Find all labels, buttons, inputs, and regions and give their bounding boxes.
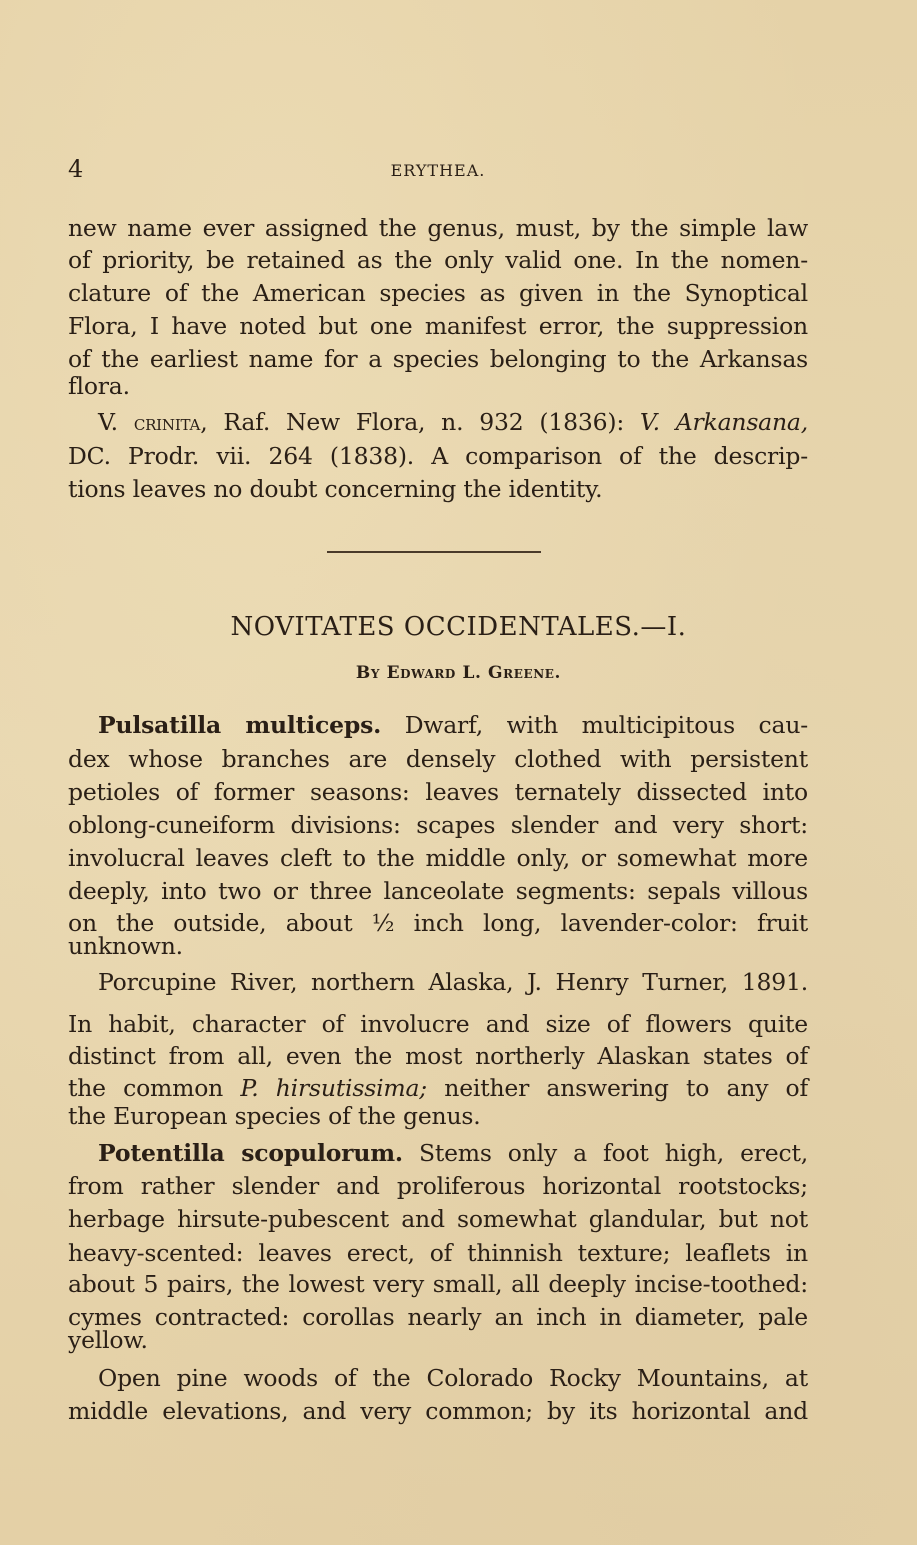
text-line: petioles of former seasons: leaves ternately dissected into bbox=[68, 778, 808, 806]
text-span: neither answering to any of bbox=[427, 1074, 808, 1102]
text-span: the common bbox=[68, 1074, 241, 1102]
text-line: flora. bbox=[68, 372, 130, 400]
journal-title: ERYTHEA. bbox=[390, 161, 486, 180]
text-line: middle elevations, and very common; by its horizontal and bbox=[68, 1397, 808, 1425]
running-head bbox=[68, 155, 808, 185]
species-name: crinita bbox=[133, 410, 201, 435]
text-line: the European species of the genus. bbox=[68, 1102, 481, 1130]
text-line: dex whose branches are densely clothed with persistent bbox=[68, 745, 808, 773]
citation: , Raf. New Flora, n. 932 (1836): bbox=[200, 408, 640, 436]
species-name: Potentilla scopulorum. bbox=[98, 1139, 403, 1167]
section-divider bbox=[327, 551, 541, 553]
description-text: Stems only a foot high, erect, bbox=[402, 1139, 808, 1167]
synonymy-line bbox=[98, 406, 808, 439]
text-line: Flora, I have noted but one manifest error, the suppression bbox=[68, 312, 808, 340]
species-heading-line bbox=[98, 1137, 808, 1169]
text-line: from rather slender and proliferous horizontal rootstocks; bbox=[68, 1172, 808, 1200]
text-line: herbage hirsute-pubescent and somewhat glandular, but not bbox=[68, 1205, 808, 1233]
text-line: unknown. bbox=[68, 932, 183, 960]
text-line: on the outside, about ½ inch long, lavender-color: fruit bbox=[68, 909, 808, 937]
text-line: In habit, character of involucre and size of flowers quite bbox=[68, 1010, 808, 1038]
description-text: Dwarf, with multicipitous cau- bbox=[381, 711, 809, 739]
text-line: DC. Prodr. vii. 264 (1838). A comparison of the descrip- bbox=[68, 442, 808, 470]
species-name: Pulsatilla multiceps. bbox=[98, 711, 382, 739]
text-line: of priority, be retained as the only valid one. In the nomen- bbox=[68, 246, 808, 274]
text-line: cymes contracted: corollas nearly an inch in diameter, pale bbox=[68, 1303, 808, 1331]
byline: By Edward L. Greene. bbox=[355, 663, 562, 683]
text-line: Open pine woods of the Colorado Rocky Mountains, at bbox=[98, 1364, 808, 1392]
text-line: distinct from all, even the most northerly Alaskan states of bbox=[68, 1042, 808, 1070]
genus-abbrev: V. bbox=[98, 408, 134, 436]
text-line: deeply, into two or three lanceolate segments: sepals villous bbox=[68, 877, 808, 905]
species-heading-line bbox=[98, 709, 808, 741]
text-line: of the earliest name for a species belonging to the Arkansas bbox=[68, 345, 808, 373]
text-line: involucral leaves cleft to the middle only, or somewhat more bbox=[68, 844, 808, 872]
text-line: Porcupine River, northern Alaska, J. Henry Turner, 1891. bbox=[98, 968, 808, 996]
text-line: yellow. bbox=[68, 1326, 148, 1354]
synonym-name: V. Arkansana, bbox=[639, 408, 809, 436]
text-line: clature of the American species as given in the Synoptical bbox=[68, 279, 808, 307]
species-reference: P. hirsutissima; bbox=[240, 1074, 428, 1102]
text-line: new name ever assigned the genus, must, by the simple law bbox=[68, 214, 808, 242]
text-line: about 5 pairs, the lowest very small, all deeply incise-toothed: bbox=[68, 1270, 808, 1298]
text-line: oblong-cuneiform divisions: scapes slender and very short: bbox=[68, 811, 808, 839]
article-title: NOVITATES OCCIDENTALES.—I. bbox=[230, 612, 687, 642]
page-number: 4 bbox=[68, 155, 84, 183]
text-line: tions leaves no doubt concerning the identity. bbox=[68, 475, 603, 503]
text-line: heavy-scented: leaves erect, of thinnish texture; leaflets in bbox=[68, 1239, 808, 1267]
